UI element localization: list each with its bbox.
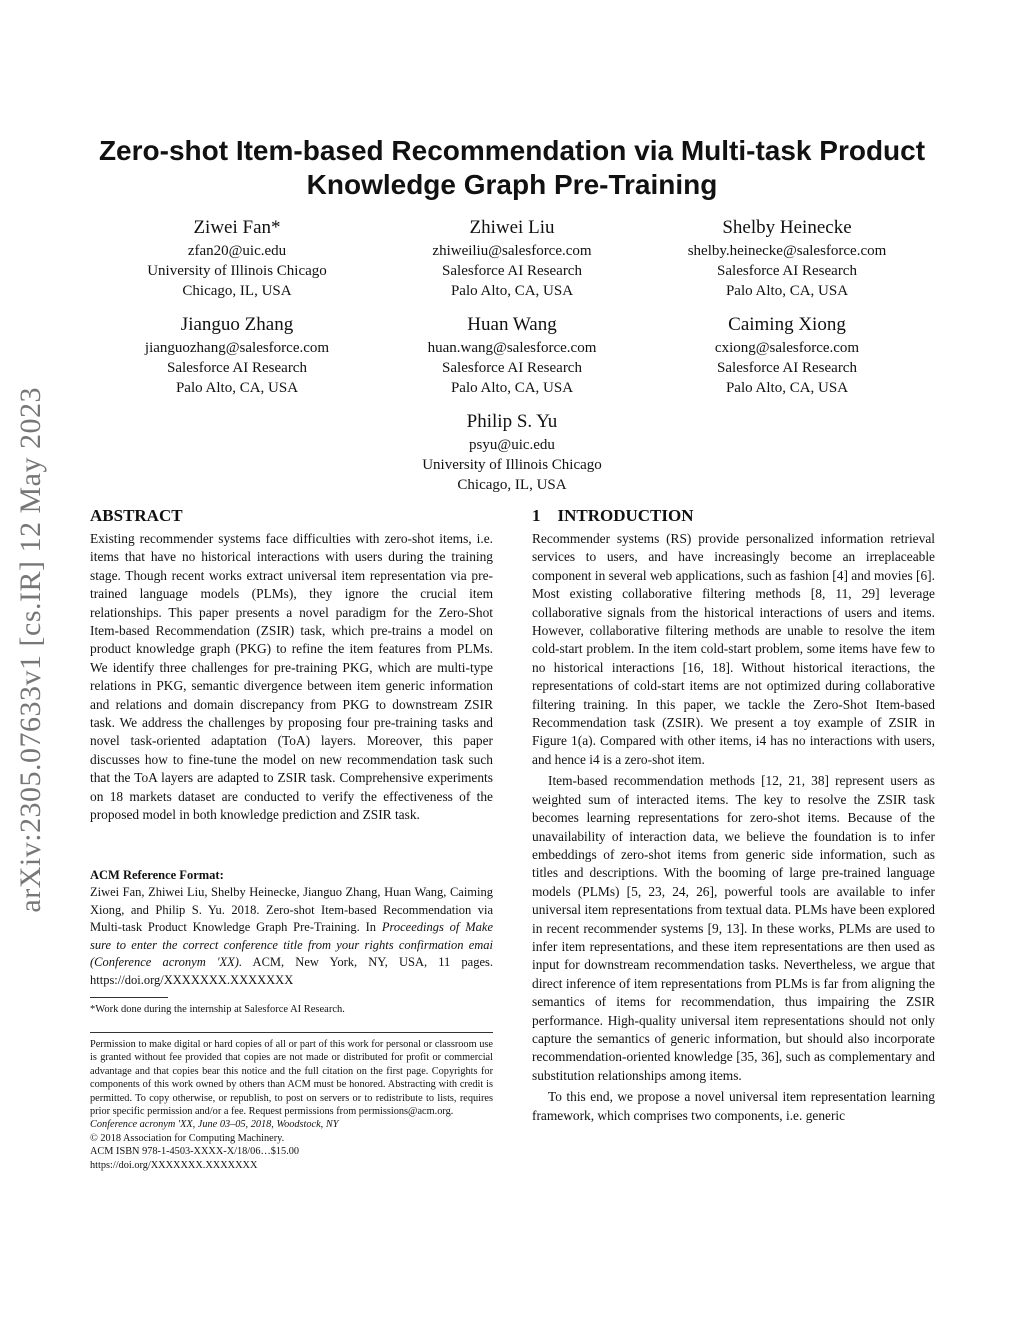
arxiv-identifier-text: arXiv:2305.07633v1 [cs.IR] 12 May 2023 <box>14 387 47 913</box>
author-email: huan.wang@salesforce.com <box>427 340 597 356</box>
author-affiliation: Salesforce AI Research <box>717 263 857 279</box>
copyright-line: © 2018 Association for Computing Machinery. <box>90 1132 285 1144</box>
abstract-heading: ABSTRACT <box>90 506 183 525</box>
author-name: Philip S. Yu <box>466 411 558 432</box>
author-affiliation: Salesforce AI Research <box>167 360 307 376</box>
author-name: Jianguo Zhang <box>180 314 294 335</box>
author-location: Palo Alto, CA, USA <box>450 283 574 299</box>
permission-block <box>90 1038 493 1172</box>
isbn-line: ACM ISBN 978-1-4503-XXXX-X/18/06…$15.00 <box>90 1146 300 1158</box>
author-name: Ziwei Fan* <box>193 217 281 238</box>
acm-reference-body <box>90 884 493 989</box>
author-affiliation: Salesforce AI Research <box>442 360 582 376</box>
footnote-rule <box>90 997 168 998</box>
author-email: cxiong@salesforce.com <box>714 340 860 356</box>
author-email: zhiweiliu@salesforce.com <box>432 243 592 259</box>
permission-rule <box>90 1032 493 1033</box>
author-affiliation: Salesforce AI Research <box>717 360 857 376</box>
author-name: Huan Wang <box>467 314 557 335</box>
author-email: zfan20@uic.edu <box>187 243 287 259</box>
author-location: Chicago, IL, USA <box>182 283 292 299</box>
arxiv-identifier <box>6 355 56 945</box>
author-affiliation: University of Illinois Chicago <box>147 263 327 279</box>
author-location: Palo Alto, CA, USA <box>450 380 574 396</box>
acm-reference-text: Ziwei Fan, Zhiwei Liu, Shelby Heinecke, Jianguo Zhang, Huan Wang, Caiming Xiong, and Philip S. Yu. 2018. Zero-shot Item-based Recommendation via Multi-task Product Knowledge Graph Pre-Training. In <box>90 885 493 934</box>
conference-info: Conference acronym 'XX, June 03–05, 2018, Woodstock, NY <box>90 1119 339 1131</box>
introduction-body <box>532 530 935 1125</box>
acm-reference-proceedings: Proceedings of Make sure to enter the correct conference title from your rights confirmation emai (Conference acronym 'XX). <box>90 920 494 969</box>
introduction-paragraph: To this end, we propose a novel universal item representation learning framework, which comprises two components, i.e. generic <box>532 1089 935 1123</box>
author-block <box>362 410 662 495</box>
author-block <box>87 216 387 301</box>
author-block <box>637 313 937 398</box>
author-name: Shelby Heinecke <box>722 217 852 238</box>
author-location: Palo Alto, CA, USA <box>725 283 849 299</box>
introduction-heading-text: 1 INTRODUCTION <box>532 506 694 525</box>
footnote: *Work done during the internship at Salesforce AI Research. <box>90 1004 345 1015</box>
introduction-paragraph: Recommender systems (RS) provide personalized information retrieval services to users, and have increasingly become an irreplaceable component in several web applications, such as fashion [4] and movies [6]. Most existing collaborative filtering methods [8, 11, 29] leverage collaborative signals from the historical interactions of users and items. However, collaborative filtering methods are unable to resolve the item cold-start problem. In the item cold-start problem, some items have few to no historical interactions [16, 18]. Without historical iteractions, the representations of cold-start items are not optimized during collaborative filtering training. In this paper, we tackle the Zero-Shot Item-based Recommendation task (ZSIR). We present a toy example of ZSIR in Figure 1(a). Compared with other items, i4 has no interactions with users, and hence i4 is a zero-shot item. <box>532 531 935 767</box>
author-block <box>362 313 662 398</box>
author-location: Palo Alto, CA, USA <box>725 380 849 396</box>
author-email: shelby.heinecke@salesforce.com <box>687 243 887 259</box>
abstract-text: Existing recommender systems face difficulties with zero-shot items, i.e. items that have no historical interactions with users during the training stage. Though recent works extract universal item representation via pre-trained language models (PLMs), they ignore the crucial item relationships. This paper presents a novel paradigm for the Zero-Shot Item-based Recommendation (ZSIR) task, which pre-trains a model on product knowledge graph (PKG) to refine the item features from PLMs. We identify three challenges for pre-training PKG, which are multi-type relations in PKG, semantic divergence between item generic information and relations and domain discrepancy from PKG to downstream ZSIR task. We address the challenges by proposing four pre-training tasks and novel task-oriented adaptation (ToA) layers. Moreover, this paper discusses how to fine-tune the model on new recommendation task such that the ToA layers are adapted to ZSIR task. Comprehensive experiments on 18 markets dataset are conducted to verify the effectiveness of the proposed model in both knowledge prediction and ZSIR task. <box>90 531 493 823</box>
acm-reference-heading: ACM Reference Format: <box>90 868 224 882</box>
author-email: psyu@uic.edu <box>469 437 555 453</box>
acm-reference-tail: ACM, New York, NY, USA, 11 pages. https://doi.org/XXXXXXX.XXXXXXX <box>90 955 494 987</box>
author-name: Zhiwei Liu <box>469 217 555 238</box>
author-affiliation: University of Illinois Chicago <box>422 457 602 473</box>
introduction-heading <box>532 505 694 527</box>
author-block <box>87 313 387 398</box>
doi-line: https://doi.org/XXXXXXX.XXXXXXX <box>90 1159 258 1171</box>
author-location: Palo Alto, CA, USA <box>175 380 299 396</box>
author-location: Chicago, IL, USA <box>457 477 567 493</box>
author-affiliation: Salesforce AI Research <box>442 263 582 279</box>
author-block <box>362 216 662 301</box>
author-block <box>637 216 937 301</box>
permission-text: Permission to make digital or hard copies of all or part of this work for personal or classroom use is granted without fee provided that copies are not made or distributed for profit or commercial advantage and that copies bear this notice and the full citation on the first page. Copyrights for components of this work owned by others than ACM must be honored. Abstracting with credit is permitted. To copy otherwise, or republish, to post on servers or to redistribute to lists, requires prior specific permission and/or a fee. Request permissions from permissions@acm.org. <box>90 1039 493 1118</box>
author-name: Caiming Xiong <box>728 314 846 335</box>
paper-title: Zero-shot Item-based Recommendation via Multi-task Product Knowledge Graph Pre-Training <box>98 135 926 200</box>
abstract-body <box>90 530 493 825</box>
introduction-paragraph: Item-based recommendation methods [12, 21, 38] represent users as weighted sum of interacted items. The key to resolve the ZSIR task becomes learning representations for zero-shot items. Because of the unavailability of interaction data, we believe the foundation is to infer embeddings of zero-shot items from generic side information, such as titles and descriptions. With the booming of large pre-trained language models (PLMs) [5, 23, 24, 26], powerful tools are available to infer universal item representations from textual data. PLMs have been explored in recent recommender systems [9, 13]. In these works, PLMs are used to infer item representations, and these item representations are then used as input for downstream recommendation tasks. Nevertheless, we argue that direct inference of item representations from PLMs is far from aligning the semantics of items for recommendation, thus impairing the ZSIR performance. High-quality universal item representations should not only capture the semantics of generic information, but should also incorporate recommendation-oriented knowledge [35, 36], such as complementary and substitution relationships among items. <box>532 773 935 1083</box>
author-email: jianguozhang@salesforce.com <box>144 340 330 356</box>
